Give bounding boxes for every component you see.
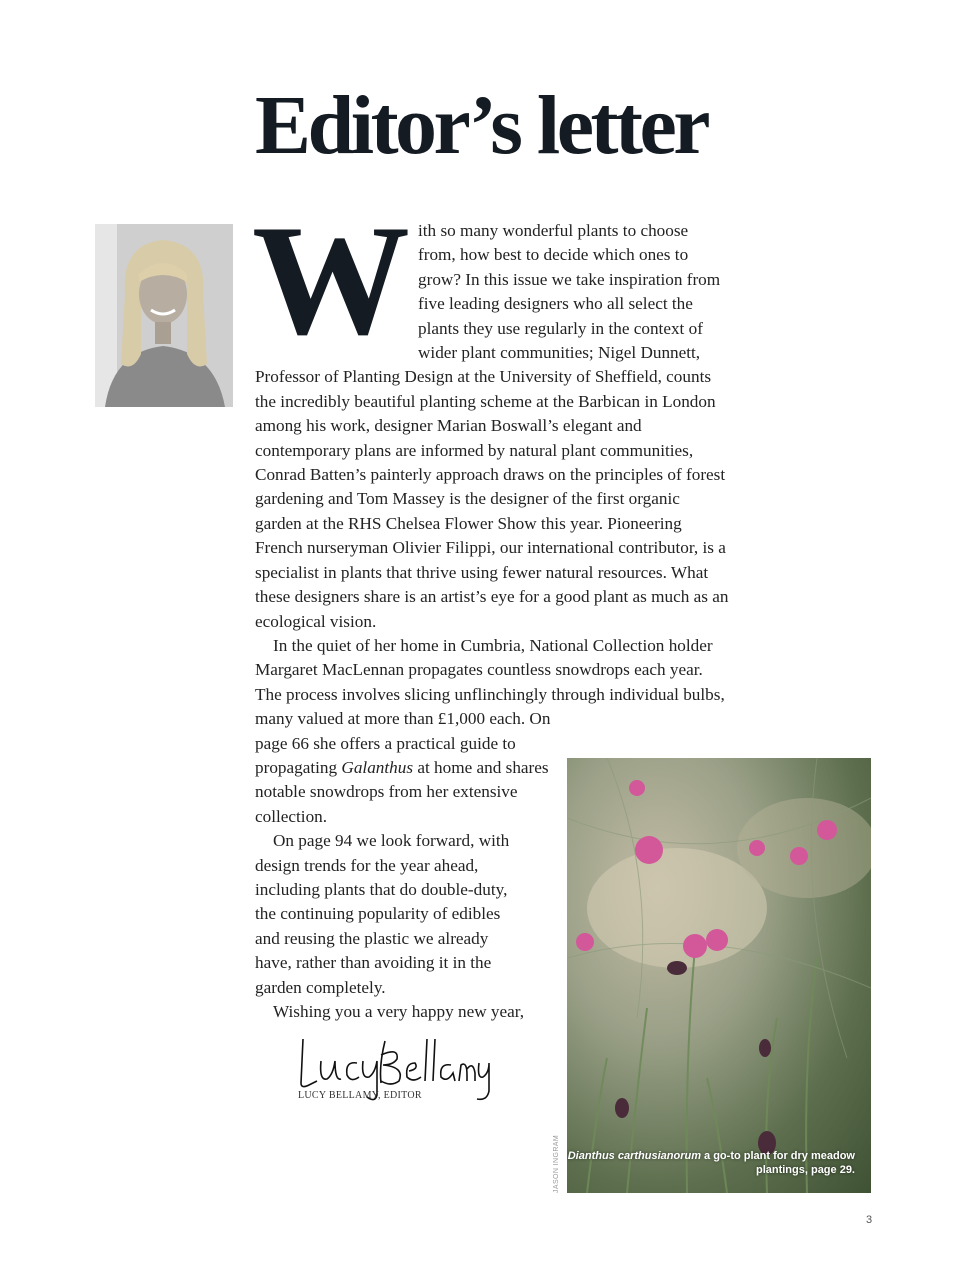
signature-caption: LUCY BELLAMY, EDITOR	[298, 1090, 422, 1101]
paragraph-2-text-before: page 66 she offers a practical guide to propagating	[255, 733, 516, 777]
letter-paragraph-1: ith so many wonderful plants to choose from, how best to decide which ones to grow? In this issue we take inspiration from five leading designers who all select the plants they use regularly in the context of wider plant communities; Nigel Dunnett, Professor of Planting Design at the University of Sheffield, counts the incredibly beautiful planting scheme at the Barbican in London among his work, designer Marian Boswall’s elegant and contemporary plans are informed by natural plant communities, Conrad Batten’s painterly approach draws on the principles of forest gardening and Tom Massey is the designer of the first organic garden at the RHS Chelsea Flower Show this year. Pioneering French nurseryman Olivier Filippi, our international contributor, is a specialist in plants that thrive using fewer natural resources. What these designers share is an artist’s eye for a good plant as much as an ecological vision.	[255, 221, 729, 631]
letter-paragraph-2: In the quiet of her home in Cumbria, National Collection holder Margaret MacLennan propagates countless snowdrops each year. The process involves slicing unflinchingly through individual bulbs, many valued at more than £1,000 each. On	[255, 635, 725, 729]
photo-credit: JASON INGRAM	[553, 1134, 560, 1193]
caption-text: a go-to plant for dry meadow plantings, page 29.	[700, 1150, 855, 1176]
page-title: Editor’s letter	[255, 79, 708, 172]
galanthus-italic: Galanthus	[341, 757, 414, 777]
dianthus-photo	[567, 758, 871, 1193]
paragraph-2-text-after: at home and shares notable snowdrops from her extensive collection.	[255, 757, 549, 826]
drop-cap: W	[252, 193, 410, 368]
letter-paragraph-3: On page 94 we look forward, with design trends for the year ahead, including plants that do double-duty, the continuing popularity of edibles and reusing the plastic we already have, rather than avoiding it in the garden completely.	[255, 831, 510, 997]
caption-species: Dianthus carthusianorum	[567, 1150, 701, 1162]
page-number: 3	[866, 1214, 873, 1226]
photo-caption	[567, 1149, 855, 1177]
letter-paragraph-4: Wishing you a very happy new year,	[273, 1002, 525, 1021]
editor-portrait	[95, 224, 233, 407]
letter-paragraph-2-continued	[255, 732, 555, 830]
